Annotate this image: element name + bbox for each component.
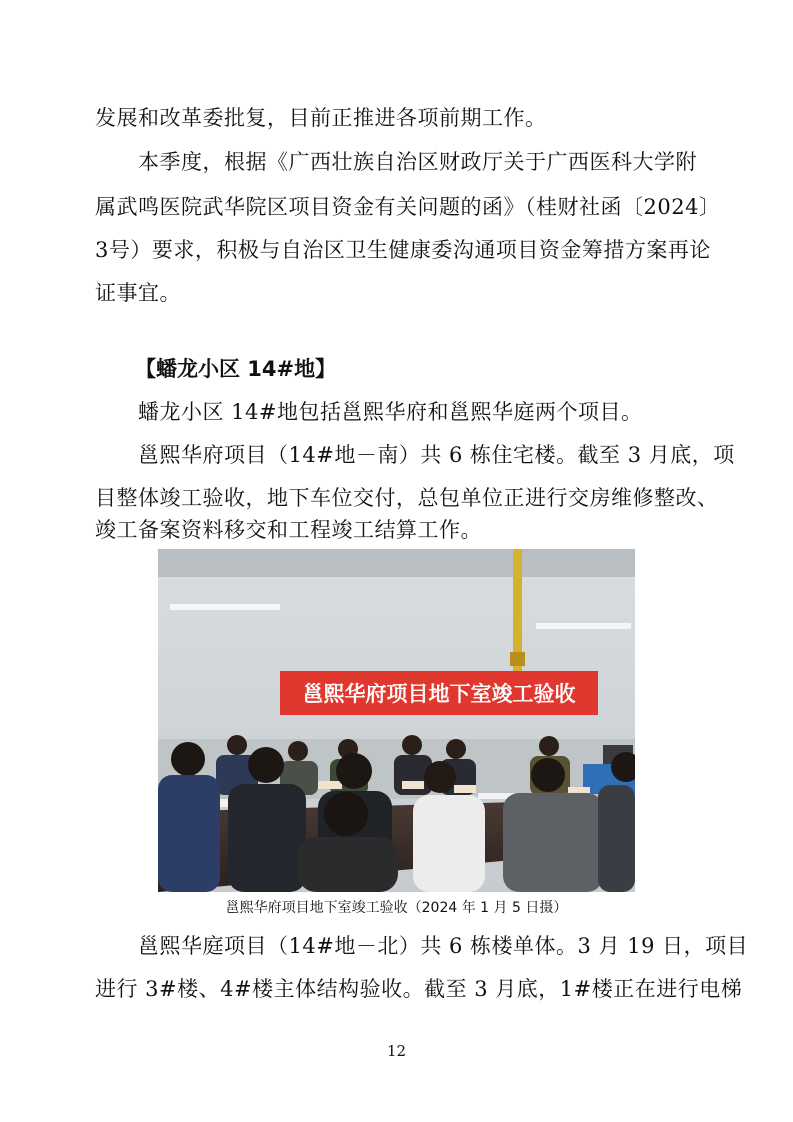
paragraph-line: 证事宜。 bbox=[95, 281, 181, 305]
paragraph-line: 进行 3#楼、4#楼主体结构验收。截至 3 月底，1#楼正在进行电梯 bbox=[95, 977, 743, 1001]
paragraph-line: 邕熙华庭项目（14#地－北）共 6 栋楼单体。3 月 19 日，项目 bbox=[138, 934, 749, 958]
meeting-photo bbox=[158, 549, 635, 892]
banner-text: 邕熙华府项目地下室竣工验收 bbox=[302, 682, 576, 706]
paragraph-line: 蟠龙小区 14#地包括邕熙华府和邕熙华庭两个项目。 bbox=[138, 400, 643, 424]
paragraph-line: 竣工备案资料移交和工程竣工结算工作。 bbox=[95, 518, 482, 542]
photo-caption: 邕熙华府项目地下室竣工验收（2024 年 1 月 5 日摄） bbox=[225, 900, 568, 916]
paragraph-line: 邕熙华府项目（14#地－南）共 6 栋住宅楼。截至 3 月底，项 bbox=[138, 443, 735, 467]
page-number: 12 bbox=[386, 1042, 407, 1060]
paragraph-line: 发展和改革委批复，目前正推进各项前期工作。 bbox=[95, 106, 547, 130]
paragraph-line: 目整体竣工验收，地下车位交付，总包单位正进行交房维修整改、 bbox=[95, 486, 719, 510]
paragraph-line: 3号）要求，积极与自治区卫生健康委沟通项目资金筹措方案再论 bbox=[95, 238, 711, 262]
paragraph-line: 本季度，根据《广西壮族自治区财政厅关于广西医科大学附 bbox=[138, 150, 697, 174]
paragraph-line: 属武鸣医院武华院区项目资金有关问题的函》（桂财社函〔2024〕 bbox=[95, 195, 721, 219]
section-heading: 【蟠龙小区 14#地】 bbox=[135, 357, 337, 381]
